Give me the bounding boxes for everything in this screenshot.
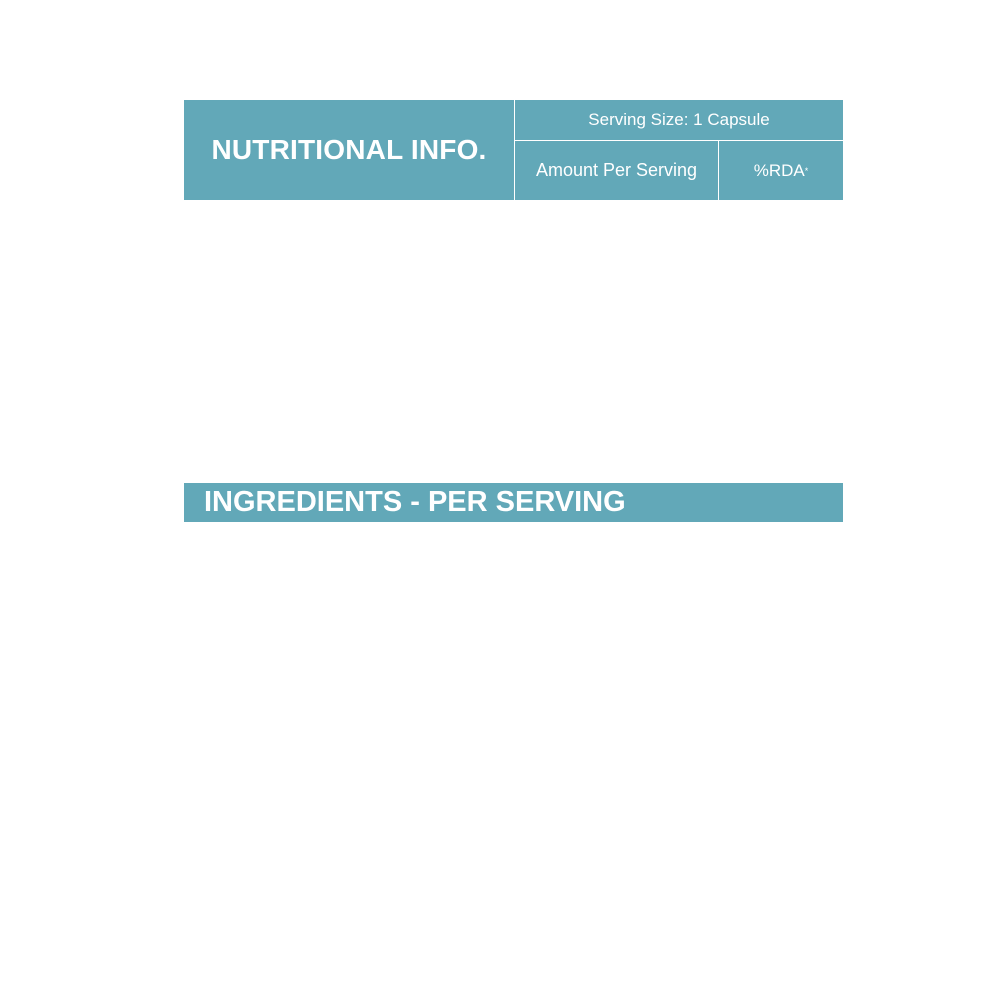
nutritional-info-table [184, 100, 843, 200]
rda-footnote-mark: * [804, 165, 809, 176]
amount-per-serving-header: Amount Per Serving [535, 160, 698, 180]
ingredients-title: INGREDIENTS - PER SERVING [204, 486, 626, 518]
rda-header: %RDA [753, 160, 805, 180]
ingredients-header-bar [184, 483, 843, 522]
serving-size-label: Serving Size: 1 Capsule [588, 110, 770, 129]
rda-cell [719, 141, 843, 200]
nutritional-info-title-cell [184, 100, 514, 200]
serving-size-cell [515, 100, 843, 140]
amount-per-serving-cell [515, 141, 718, 200]
nutritional-info-title: NUTRITIONAL INFO. [211, 134, 487, 165]
